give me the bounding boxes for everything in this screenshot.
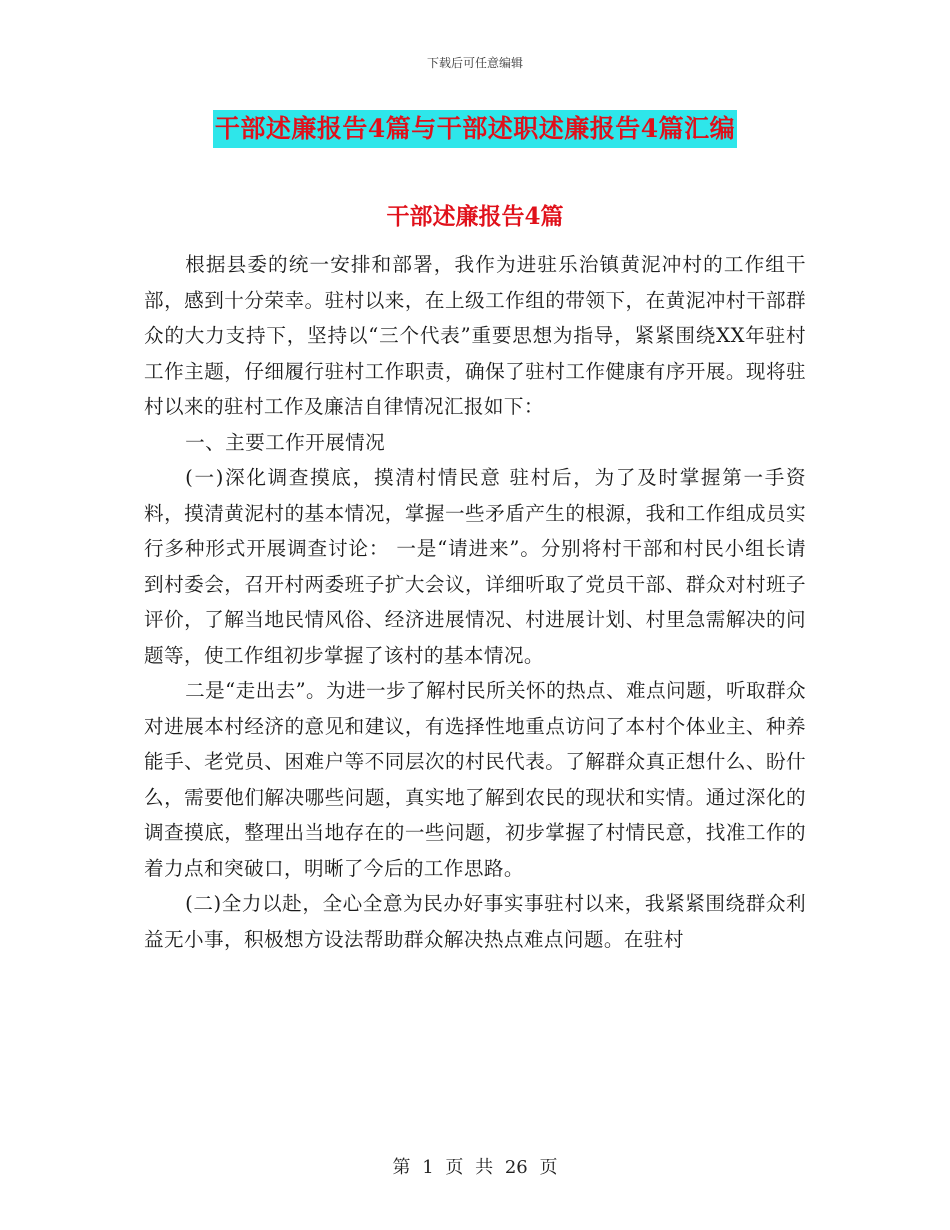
main-title-container — [0, 110, 950, 148]
paragraph: 二是“走出去”。为进一步了解村民所关怀的热点、难点问题，听取群众对进展本村经济的意见和建议，有选择性地重点访问了本村个体业主、种养能手、老党员、困难户等不同层次的村民代表。了解群众真正想什么、盼什么，需要他们解决哪些问题，真实地了解到农民的现状和实情。通过深化的调查摸底，整理出当地存在的一些问题，初步掌握了村情民意，找准工作的着力点和突破口，明晰了今后的工作思路。 — [144, 679, 806, 880]
page-footer: 第 1 页 共 26 页 — [392, 1157, 558, 1178]
main-title: 干部述廉报告4篇与干部述职述廉报告4篇汇编 — [213, 110, 737, 148]
body-text — [144, 247, 806, 957]
paragraph: 一、主要工作开展情况 — [185, 430, 386, 454]
paragraph: 根据县委的统一安排和部署，我作为进驻乐治镇黄泥冲村的工作组干部，感到十分荣幸。驻村以来，在上级工作组的带领下，在黄泥冲村干部群众的大力支持下，坚持以“三个代表”重要思想为指导，紧紧围绕XX年驻村工作主题，仔细履行驻村工作职责，确保了驻村工作健康有序开展。现将驻村以来的驻村工作及廉洁自律情况汇报如下： — [144, 253, 806, 418]
section-title: 干部述廉报告4篇 — [386, 203, 564, 230]
header-note: 下载后可任意编辑 — [426, 56, 523, 70]
paragraph: (二)全力以赴，全心全意为民办好事实事驻村以来，我紧紧围绕群众利益无小事，积极想方设法帮助群众解决热点难点问题。在驻村 — [144, 892, 806, 951]
paragraph: (一)深化调查摸底，摸清村情民意 驻村后，为了及时掌握第一手资料，摸清黄泥村的基本情况，掌握一些矛盾产生的根源，我和工作组成员实行多种形式开展调查讨论： 一是“请进来”。分别将村干部和村民小组长请到村委会，召开村两委班子扩大会议，详细听取了党员干部、群众对村班子评价，了解当地民情风俗、经济进展情况、村进展计划、村里急需解决的问题等，使工作组初步掌握了该村的基本情况。 — [144, 466, 806, 667]
